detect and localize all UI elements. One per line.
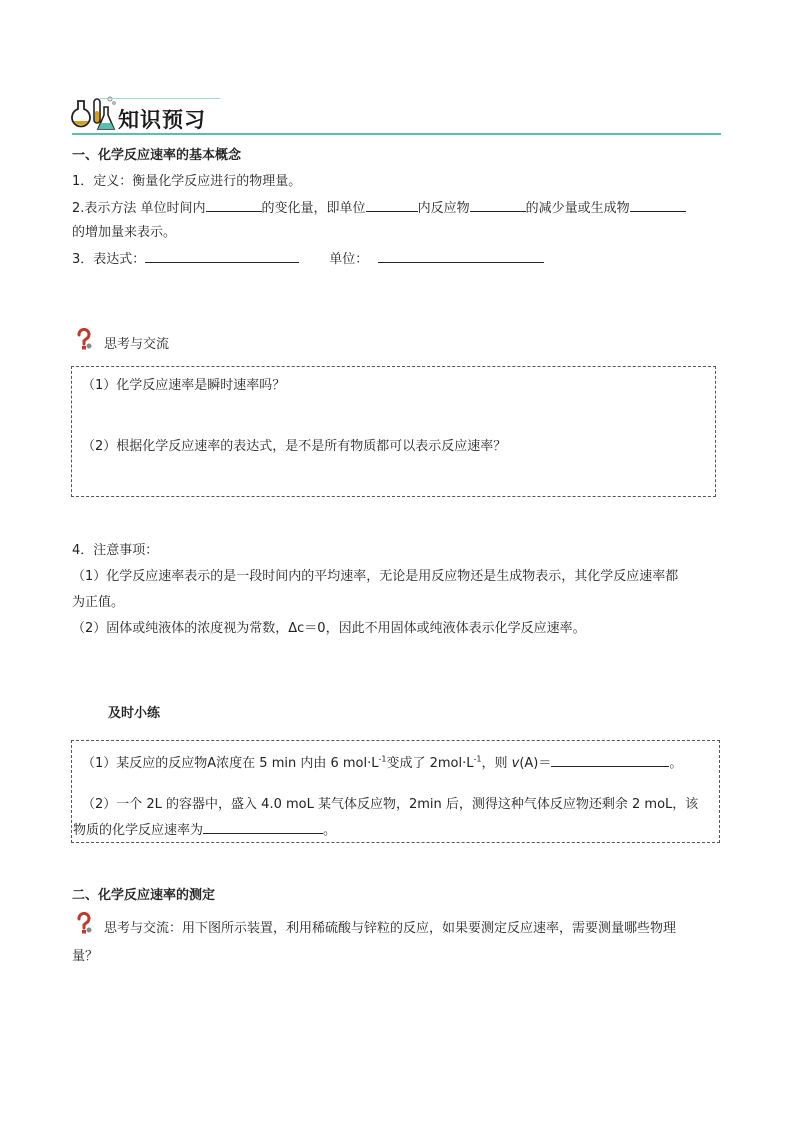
p1-text-b: 变成了 2mol·L [386, 756, 474, 771]
method-text-c: 内反应物 [417, 201, 470, 216]
think1-question-2: （2）根据化学反应速率的表达式，是不是所有物质都可以表示反应速率？ [82, 439, 507, 454]
think1-title: 思考与交流 [104, 337, 170, 352]
section2-question-line-1: 思考与交流：用下图所示装置，利用稀硫酸与锌粒的反应，如果要测定反应速率，需要测量哪些物理 [104, 921, 677, 936]
think1-box [71, 366, 716, 497]
header-underline [72, 133, 721, 135]
practice-question-2-line-1: （2）一个 2L 的容器中，盛入 4.0 moL 某气体反应物，2min 后，测得这种气体反应物还剩余 2 moL，该 [82, 797, 699, 812]
note-2: （2）固体或纯液体的浓度视为常数，Δc＝0，因此不用固体或纯液体表示化学反应速率。 [72, 621, 586, 636]
think1-question-1: （1）化学反应速率是瞬时速率吗？ [82, 378, 286, 393]
method-text-a: 2.表示方法 单位时间内 [72, 201, 206, 216]
blank-3[interactable] [470, 197, 526, 212]
p1-var-v: v [511, 756, 520, 771]
unit-label: 单位： [329, 252, 369, 267]
definition-text: 衡量化学反应进行的物理量。 [132, 174, 302, 189]
expression-line [72, 248, 544, 267]
practice-blank-1[interactable] [551, 752, 669, 767]
method-line [72, 197, 686, 216]
p1-sup-1: -1 [378, 754, 387, 764]
p1-text-e: 。 [669, 756, 683, 771]
method-line-2: 的增加量来表示。 [72, 225, 177, 240]
expression-label: 3．表达式： [72, 252, 146, 267]
practice-question-2-line-2 [73, 819, 336, 838]
definition-prefix: 1．定义： [72, 174, 133, 189]
method-text-b: 的变化量，即单位 [261, 201, 366, 216]
notes-heading: 4．注意事项： [72, 543, 159, 558]
note-1-line-1: （1）化学反应速率表示的是一段时间内的平均速率，无论是用反应物还是生成物表示，其化学反应速率都 [72, 569, 679, 584]
section2-heading: 二、化学反应速率的测定 [72, 888, 216, 903]
question-mark-icon-2 [74, 912, 94, 934]
page-title: 知识预习 [118, 108, 206, 132]
definition-line [72, 170, 301, 189]
p1-text-d: (A)＝ [519, 756, 552, 771]
practice-box [71, 740, 720, 843]
p2-text-b: 物质的化学反应速率为 [73, 823, 204, 838]
practice-blank-2[interactable] [203, 819, 323, 834]
unit-blank[interactable] [378, 248, 544, 263]
p1-text-a: （1）某反应的反应物A浓度在 5 min 内由 6 mol·L [82, 756, 379, 771]
question-mark-icon [74, 328, 94, 350]
p1-sup-2: -1 [473, 754, 482, 764]
expression-blank[interactable] [145, 248, 299, 263]
p1-text-c: ，则 [481, 756, 512, 771]
lab-flask-icon [70, 95, 118, 135]
section1-heading: 一、化学反应速率的基本概念 [72, 148, 242, 163]
blank-2[interactable] [366, 197, 418, 212]
practice-question-1 [82, 752, 682, 771]
note-1-line-2: 为正值。 [72, 595, 125, 610]
method-text-d: 的减少量或生成物 [525, 201, 630, 216]
p2-text-c: 。 [323, 823, 337, 838]
section2-question-line-2: 量？ [72, 949, 99, 964]
practice-heading: 及时小练 [108, 706, 161, 721]
header-topline [100, 98, 220, 99]
blank-1[interactable] [206, 197, 262, 212]
blank-4[interactable] [630, 197, 686, 212]
